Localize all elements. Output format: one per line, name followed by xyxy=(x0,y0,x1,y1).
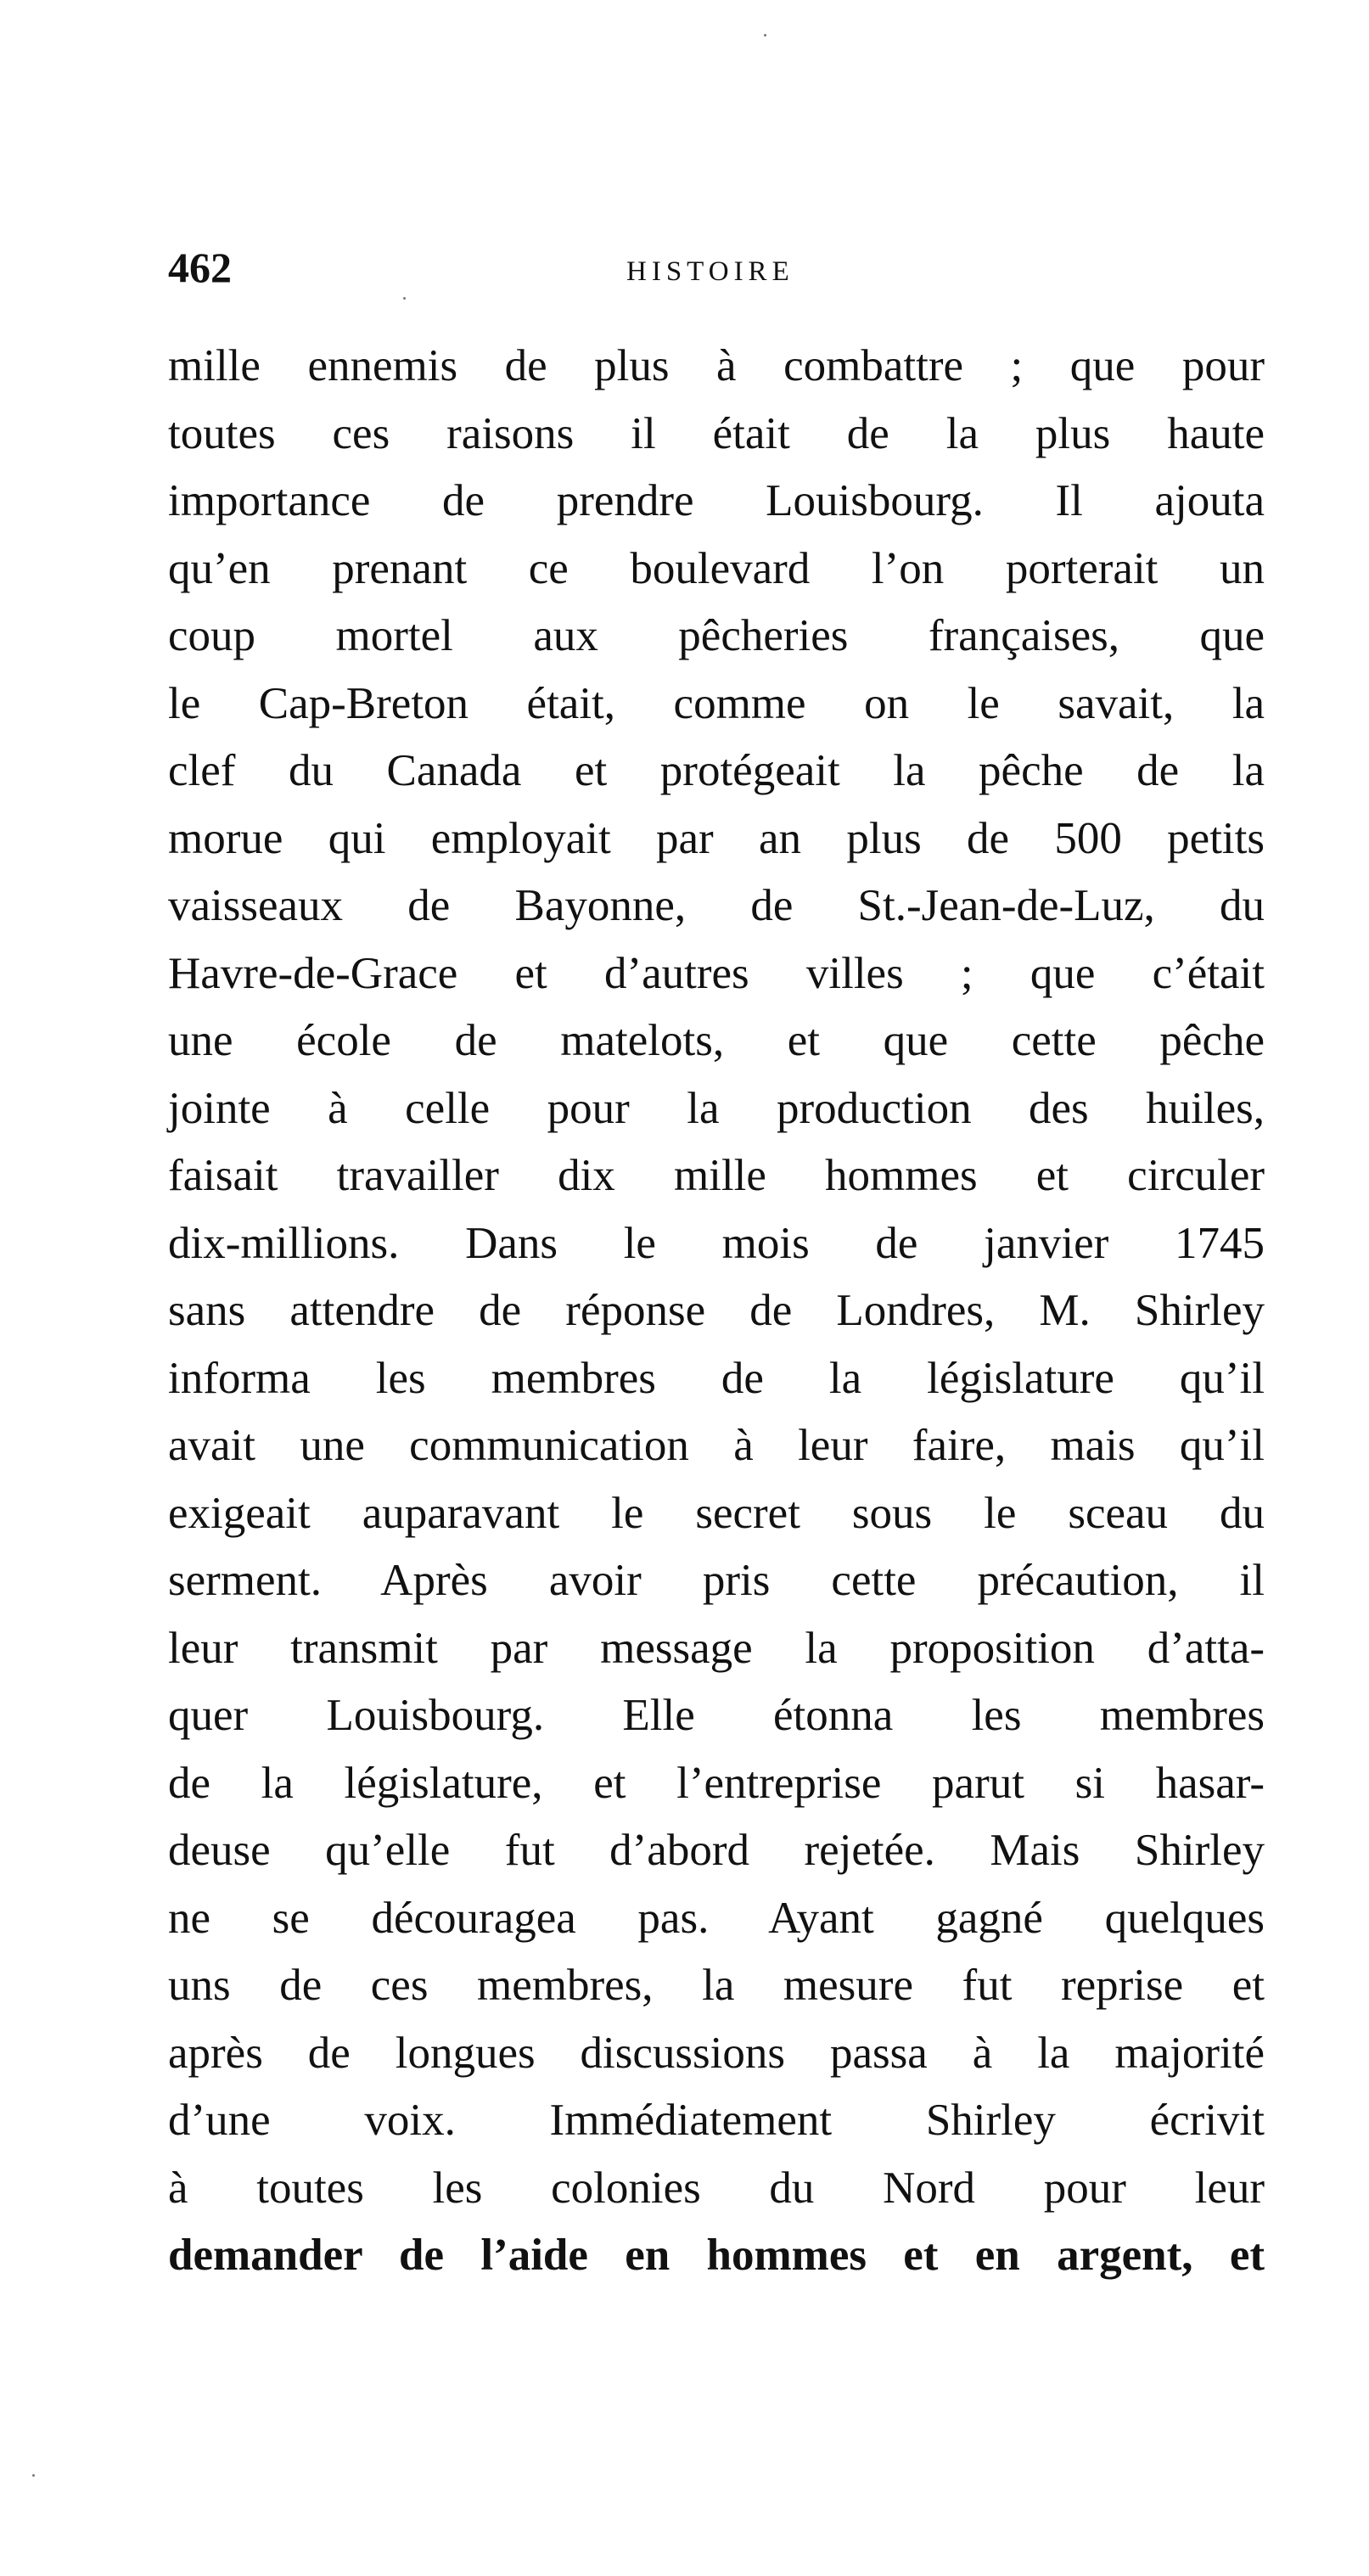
text-line: vaisseaux de Bayonne, de St.-Jean-de-Luz, du xyxy=(168,881,1265,930)
text-line: deuse qu’elle fut d’abord rejetée. Mais Shirley xyxy=(168,1826,1265,1875)
text-line: demander de l’aide en hommes et en argent, et xyxy=(168,2231,1265,2280)
text-line: le Cap-Breton était, comme on le savait, la xyxy=(168,678,1265,728)
text-line: de la législature, et l’entreprise parut si hasar- xyxy=(168,1758,1265,1808)
text-line: quer Louisbourg. Elle étonna les membres xyxy=(168,1691,1265,1740)
page-number: 462 xyxy=(168,244,232,291)
text-line: serment. Après avoir pris cette précaution, il xyxy=(168,1556,1265,1605)
text-line: coup mortel aux pêcheries françaises, que xyxy=(168,611,1265,660)
page-header xyxy=(168,238,1263,306)
text-line: une école de matelots, et que cette pêche xyxy=(168,1016,1265,1065)
text-line: informa les membres de la législature qu’il xyxy=(168,1353,1265,1403)
text-line: d’une voix. Immédiatement Shirley écrivit xyxy=(168,2096,1265,2145)
text-line: morue qui employait par an plus de 500 petits xyxy=(168,813,1265,863)
text-line: mille ennemis de plus à combattre ; que pour xyxy=(168,341,1265,390)
text-line: Havre-de-Grace et d’autres villes ; que c’était xyxy=(168,948,1265,998)
body-text xyxy=(168,333,1265,2290)
text-line: faisait travailler dix mille hommes et circuler xyxy=(168,1151,1265,1200)
text-line: qu’en prenant ce boulevard l’on porterait un xyxy=(168,543,1265,593)
text-line: à toutes les colonies du Nord pour leur xyxy=(168,2163,1265,2213)
text-line: jointe à celle pour la production des huiles, xyxy=(168,1083,1265,1133)
scan-speck xyxy=(764,34,766,36)
text-line: importance de prendre Louisbourg. Il ajouta xyxy=(168,476,1265,525)
scan-speck xyxy=(403,297,406,300)
scan-speck xyxy=(32,2474,35,2477)
text-line: exigeait auparavant le secret sous le sceau du xyxy=(168,1488,1265,1538)
text-line: ne se découragea pas. Ayant gagné quelques xyxy=(168,1893,1265,1943)
text-line: avait une communication à leur faire, mais qu’il xyxy=(168,1421,1265,1470)
text-line: clef du Canada et protégeait la pêche de la xyxy=(168,746,1265,795)
text-line: dix-millions. Dans le mois de janvier 1745 xyxy=(168,1218,1265,1268)
text-line: uns de ces membres, la mesure fut reprise et xyxy=(168,1961,1265,2010)
text-line: après de longues discussions passa à la majorité xyxy=(168,2028,1265,2078)
text-line: sans attendre de réponse de Londres, M. Shirley xyxy=(168,1286,1265,1335)
running-head: HISTOIRE xyxy=(626,256,794,287)
text-line: leur transmit par message la proposition d’atta- xyxy=(168,1623,1265,1673)
text-line: toutes ces raisons il était de la plus haute xyxy=(168,408,1265,458)
